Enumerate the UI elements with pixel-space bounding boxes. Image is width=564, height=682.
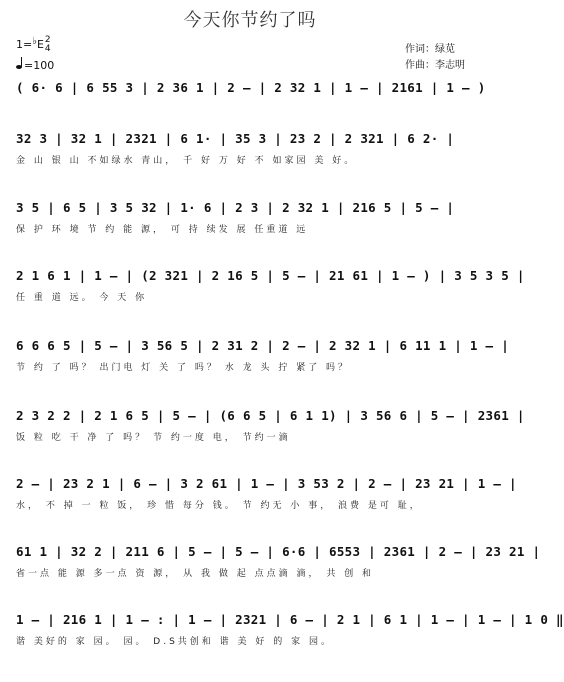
key-prefix: 1= <box>16 38 33 51</box>
notation-line: 2 1 6 1 | 1 – | (2 321 | 2 16 5 | 5 – | 21 61 | 1 – ) | 3 5 3 5 | <box>16 268 525 283</box>
lyric-line: 保 护 环 境 节 约 能 源， 可 持 续发 展 任重道 远 <box>16 225 309 235</box>
score-row-3 <box>16 200 488 260</box>
lyric-line: 省一点 能 源 多一点 资 源， 从 我 做 起 点点滴 滴， 共 创 和 <box>16 569 375 579</box>
notation-line: 1 – | 216 1 | 1 – : | 1 – | 2321 | 6 – | 2 1 | 6 1 | 1 – | 1 – | 1 0 ‖ <box>16 612 564 627</box>
time-top: 2 <box>44 35 51 45</box>
score-row-2 <box>16 131 488 191</box>
score-row-5 <box>16 338 510 398</box>
lyric-line: 节 约 了 吗？ 出门电 灯 关 了 吗？ 水 龙 头 拧 紧了 吗？ <box>16 363 351 373</box>
key-letter: E <box>36 38 44 51</box>
lyric-line: 金 山 银 山 不如绿水 青山， 千 好 万 好 不 如家园 美 好。 <box>16 156 357 166</box>
time-signature <box>45 36 51 54</box>
notation-line: 2 3 2 2 | 2 1 6 5 | 5 – | (6 6 5 | 6 1 1) | 3 56 6 | 5 – | 2361 | <box>16 408 525 423</box>
song-title: 今天你节约了吗 <box>183 10 317 31</box>
score-row-4 <box>16 268 525 328</box>
notation-line: 6 6 6 5 | 5 – | 3 56 5 | 2 31 2 | 2 – | 2 32 1 | 6 11 1 | 1 – | <box>16 338 510 353</box>
notation-line: 3 5 | 6 5 | 3 5 32 | 1· 6 | 2 3 | 2 32 1 | 216 5 | 5 – | <box>16 200 455 215</box>
score-row-8 <box>16 544 541 604</box>
lyric-line: 饭 粒 吃 干 净 了 吗？ 节 约一度 电， 节约一滴 <box>16 433 291 443</box>
score-row-9 <box>16 612 564 672</box>
score-row-6 <box>16 408 525 468</box>
quarter-note-icon <box>16 65 22 69</box>
lyric-line: 任 重 道 远。 今 天 你 <box>16 293 148 303</box>
lyric-line: 水， 不 掉 一 粒 饭， 珍 惜 每分 钱。 节 约无 小 事， 浪费 是可 耻， <box>16 501 422 511</box>
lyricist: 作词：绿苋 <box>405 44 455 55</box>
notation-line: 61 1 | 32 2 | 211 6 | 5 – | 5 – | 6·6 | 6553 | 2361 | 2 – | 23 21 | <box>16 544 541 559</box>
score-row-7 <box>16 476 517 536</box>
key-signature <box>16 36 54 74</box>
composer: 作曲：李志明 <box>405 60 465 71</box>
notation-line: ( 6· 6 | 6 55 3 | 2 36 1 | 2 – | 2 32 1 | 1 – | 2161 | 1 – ) <box>16 80 486 95</box>
time-bottom: 4 <box>44 44 51 54</box>
lyric-line: 谐 美好的 家 园。 园。 D.S共创和 谐 美 好 的 家 园。 <box>16 637 333 647</box>
flat-sign: ♭ <box>32 36 37 47</box>
credits <box>405 42 465 74</box>
notation-line: 2 – | 23 2 1 | 6 – | 3 2 61 | 1 – | 3 53 2 | 2 – | 23 21 | 1 – | <box>16 476 517 491</box>
tempo-value: =100 <box>24 59 55 72</box>
notation-line: 32 3 | 32 1 | 2321 | 6 1· | 35 3 | 23 2 | 2 321 | 6 2· | <box>16 131 455 146</box>
tempo-marking <box>16 58 54 74</box>
